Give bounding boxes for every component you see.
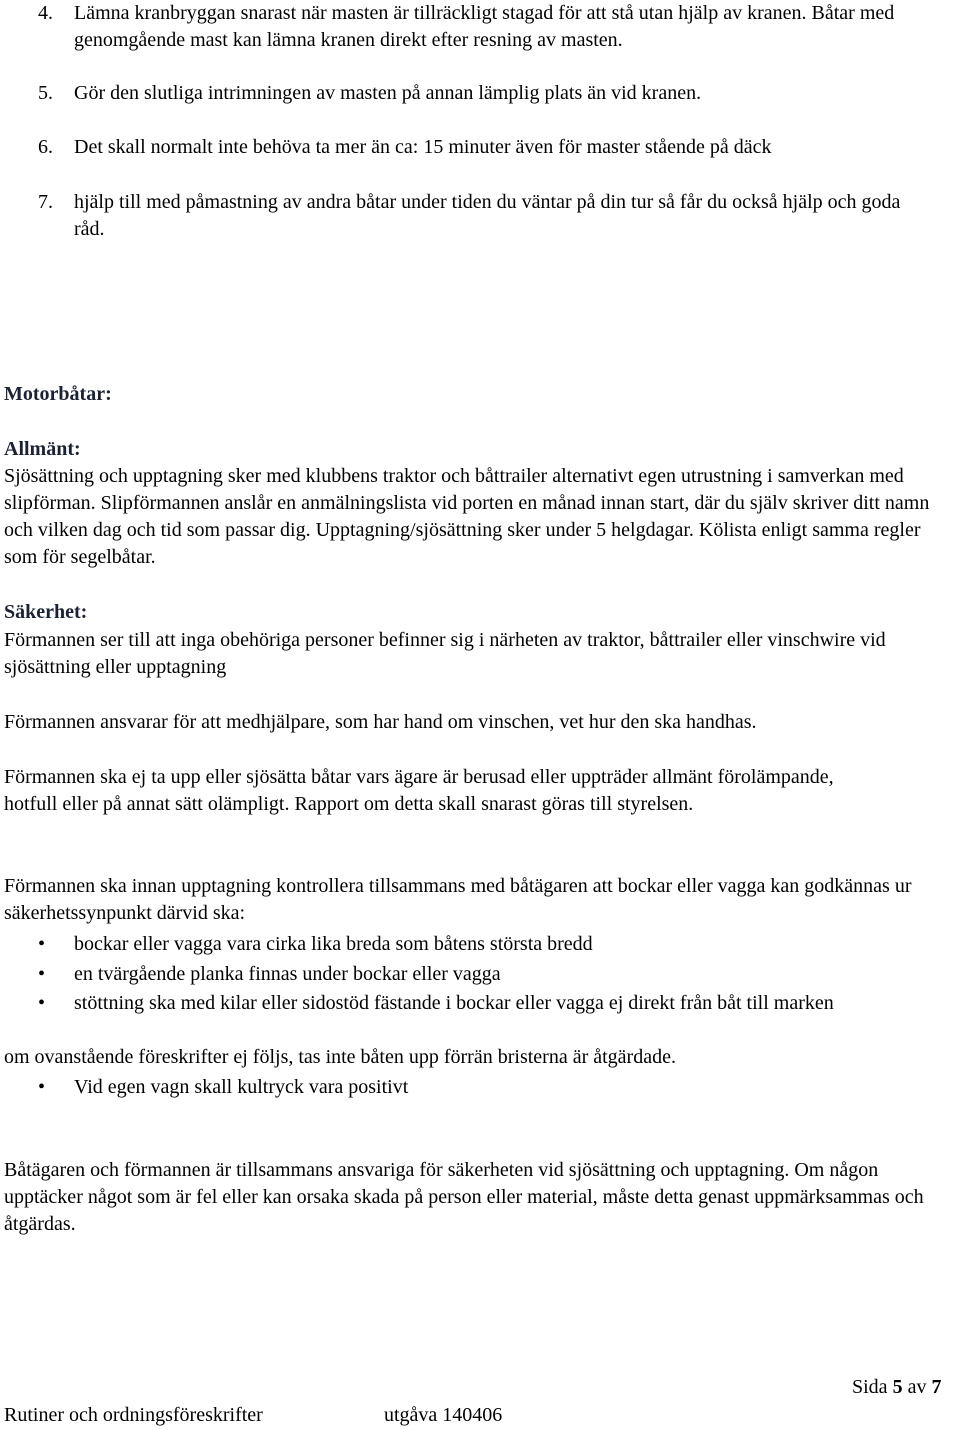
bullet-icon: •: [38, 933, 46, 955]
list-number: 5.: [38, 82, 53, 104]
bullet-text: stöttning ska med kilar eller sidostöd fästande i bockar eller vagga ej direkt från båt till marken: [74, 992, 834, 1014]
page-total: 7: [931, 1376, 942, 1398]
subheading-general: Allmänt:: [4, 438, 81, 460]
list-number: 4.: [38, 2, 53, 24]
bullet-icon: •: [38, 992, 46, 1014]
paragraph-safety-4: Förmannen ska innan upptagning kontrollera tillsammans med båtägaren att bockar eller vagga kan godkännas ur säkerhetssynpunkt därvid ska:: [4, 875, 912, 924]
paragraph-closing: Båtägaren och förmannen är tillsammans ansvariga för säkerheten vid sjösättning och upptagning. Om någon upptäcker något som är fel eller kan orsaka skada på person eller material, måste detta genast uppmärksammas och åtgärdas.: [4, 1159, 924, 1235]
list-text: Lämna kranbryggan snarast när masten är tillräckligt stagad för att stå utan hjälp av kranen. Båtar med genomgående mast kan lämna kranen direkt efter resning av masten.: [74, 2, 895, 51]
bullet-text: en tvärgående planka finnas under bockar eller vagga: [74, 963, 501, 985]
footer-doc-title: Rutiner och ordningsföreskrifter: [4, 1404, 263, 1426]
subheading-safety: Säkerhet:: [4, 601, 88, 623]
page-current: 5: [892, 1376, 903, 1398]
footer-edition: utgåva 140406: [384, 1404, 503, 1426]
list-number: 7.: [38, 191, 53, 213]
page-of: av: [907, 1376, 927, 1398]
section-heading-motorboats: Motorbåtar:: [4, 383, 112, 405]
bullet-icon: •: [38, 1076, 46, 1098]
bullet-text: bockar eller vagga vara cirka lika breda som båtens största bredd: [74, 933, 593, 955]
list-text: hjälp till med påmastning av andra båtar under tiden du väntar på din tur så får du också hjälp och goda råd.: [74, 191, 901, 240]
page-number: [852, 1374, 941, 1401]
paragraph-safety-3: Förmannen ska ej ta upp eller sjösätta båtar vars ägare är berusad eller uppträder allmänt förolämpande, hotfull eller på annat sätt olämpligt. Rapport om detta skall snarast göras till styrelsen.: [4, 766, 834, 815]
bullet-icon: •: [38, 963, 46, 985]
paragraph-safety-2: Förmannen ansvarar för att medhjälpare, som har hand om vinschen, vet hur den ska handhas.: [4, 711, 757, 733]
paragraph-general: Sjösättning och upptagning sker med klubbens traktor och båttrailer alternativt egen utrustning i samverkan med slipförman. Slipförmannen anslår en anmälningslista vid porten en månad innan start, där du själv skriver ditt namn och vilken dag och tid som passar dig. Upptagning/sjösättning sker under 5 helgdagar. Kölista enligt samma regler som för segelbåtar.: [4, 465, 930, 568]
list-text: Det skall normalt inte behöva ta mer än ca: 15 minuter även för master stående på däck: [74, 136, 772, 158]
list-number: 6.: [38, 136, 53, 158]
page-prefix: Sida: [852, 1376, 888, 1398]
paragraph-after-bullets: om ovanstående föreskrifter ej följs, tas inte båten upp förrän bristerna är åtgärdade.: [4, 1046, 676, 1068]
list-text: Gör den slutliga intrimningen av masten på annan lämplig plats än vid kranen.: [74, 82, 702, 104]
paragraph-safety-1: Förmannen ser till att inga obehöriga personer befinner sig i närheten av traktor, båttrailer eller vinschwire vid sjösättning eller upptagning: [4, 629, 886, 678]
bullet-text: Vid egen vagn skall kultryck vara positivt: [74, 1076, 409, 1098]
